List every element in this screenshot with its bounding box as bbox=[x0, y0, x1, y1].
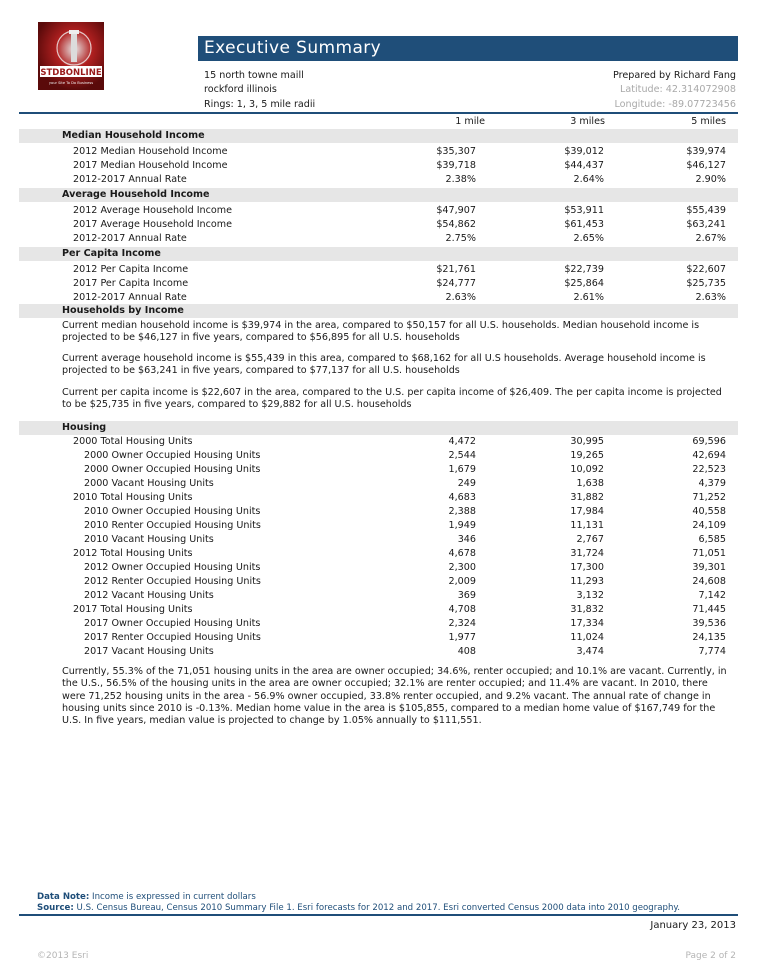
stdb-online-logo bbox=[38, 22, 104, 90]
housing-row bbox=[19, 561, 738, 575]
housing-row bbox=[19, 533, 738, 547]
row-label: 2017 Owner Occupied Housing Units bbox=[84, 618, 261, 629]
row-value-1: $24,777 bbox=[436, 278, 476, 289]
row-value-3: 2.90% bbox=[695, 174, 726, 185]
column-header-1-mile: 1 mile bbox=[455, 116, 485, 127]
row-value-3: $63,241 bbox=[686, 219, 726, 230]
median-income-paragraph: Current median household income is $39,974 in the area, compared to $50,157 for all U.S. households. Median household income is projected to be $46,127 in five years, compared to $56,895 for all U.S. households bbox=[62, 320, 700, 344]
row-value-3: 69,596 bbox=[692, 436, 726, 447]
income-row bbox=[19, 263, 738, 277]
row-value-2: 17,984 bbox=[570, 506, 604, 517]
preparer-info bbox=[613, 69, 736, 112]
row-value-2: 31,832 bbox=[570, 604, 604, 615]
row-value-2: 2,767 bbox=[576, 534, 604, 545]
row-label: 2000 Vacant Housing Units bbox=[84, 478, 214, 489]
row-value-1: 4,708 bbox=[448, 604, 476, 615]
row-label: 2017 Vacant Housing Units bbox=[84, 646, 214, 657]
row-value-3: $25,735 bbox=[686, 278, 726, 289]
housing-row bbox=[19, 491, 738, 505]
row-value-3: 39,536 bbox=[692, 618, 726, 629]
section-header: Average Household Income bbox=[19, 188, 738, 202]
row-value-3: 7,142 bbox=[698, 590, 726, 601]
row-value-1: 1,977 bbox=[448, 632, 476, 643]
housing-row bbox=[19, 589, 738, 603]
housing-row bbox=[19, 547, 738, 561]
longitude: Longitude: -89.07723456 bbox=[614, 98, 736, 110]
row-value-1: $47,907 bbox=[436, 205, 476, 216]
income-row bbox=[19, 204, 738, 218]
row-value-2: $25,864 bbox=[564, 278, 604, 289]
row-label: 2012 Total Housing Units bbox=[73, 548, 193, 559]
row-label: 2012-2017 Annual Rate bbox=[73, 292, 187, 303]
row-label: 2017 Total Housing Units bbox=[73, 604, 193, 615]
row-value-3: 71,445 bbox=[692, 604, 726, 615]
row-value-3: $46,127 bbox=[686, 160, 726, 171]
data-note bbox=[37, 892, 256, 903]
row-value-2: 3,132 bbox=[576, 590, 604, 601]
row-value-3: 6,585 bbox=[698, 534, 726, 545]
row-value-1: 2.63% bbox=[445, 292, 476, 303]
row-value-1: $39,718 bbox=[436, 160, 476, 171]
row-value-1: 2,300 bbox=[448, 562, 476, 573]
site-info bbox=[204, 69, 315, 112]
row-value-2: 2.61% bbox=[573, 292, 604, 303]
row-label: 2000 Total Housing Units bbox=[73, 436, 193, 447]
row-label: 2012 Median Household Income bbox=[73, 146, 228, 157]
row-label: 2010 Owner Occupied Housing Units bbox=[84, 506, 261, 517]
row-value-2: $53,911 bbox=[564, 205, 604, 216]
row-label: 2000 Owner Occupied Housing Units bbox=[84, 450, 261, 461]
row-value-1: 346 bbox=[457, 534, 476, 545]
row-label: 2010 Renter Occupied Housing Units bbox=[84, 520, 261, 531]
section-header: Per Capita Income bbox=[19, 247, 738, 261]
housing-row bbox=[19, 505, 738, 519]
income-row bbox=[19, 145, 738, 159]
column-header-5-miles: 5 miles bbox=[691, 116, 726, 127]
row-label: 2017 Average Household Income bbox=[73, 219, 233, 230]
row-value-2: 31,882 bbox=[570, 492, 604, 503]
row-value-2: 1,638 bbox=[576, 478, 604, 489]
row-value-2: 2.65% bbox=[573, 233, 604, 244]
section-households-by-income: Households by Income bbox=[19, 304, 738, 318]
housing-row bbox=[19, 575, 738, 589]
housing-paragraph: Currently, 55.3% of the 71,051 housing units in the area are owner occupied; 34.6%, renter occupied; and 10.1% are vacant. Currently, in the U.S., 56.5% of the housing units in the area are owner occupied; 32.1% are renter occupied; and 11.4% are vacant. In 2010, there were 71,252 housing units in the area - 56.9% owner occupied, 33.8% renter occupied, and 9.2% vacant. The annual rate of change in housing units since 2010 is -0.13%. Median home value in the area is $105,855, compared to a median home value of $167,749 for the U.S. In five years, median value is projected to change by 1.05% annually to $111,551. bbox=[62, 666, 727, 727]
header-rule bbox=[19, 112, 738, 114]
row-value-1: 2.38% bbox=[445, 174, 476, 185]
income-row bbox=[19, 232, 738, 246]
housing-row bbox=[19, 435, 738, 449]
row-value-3: 2.63% bbox=[695, 292, 726, 303]
row-value-1: 249 bbox=[457, 478, 476, 489]
row-value-2: $22,739 bbox=[564, 264, 604, 275]
row-value-1: 408 bbox=[457, 646, 476, 657]
average-income-paragraph: Current average household income is $55,439 in this area, compared to $68,162 for all U.S households. Average household income is projected to be $63,241 in five years, compared to $77,137 for all U.S. households bbox=[62, 353, 706, 377]
row-value-3: 2.67% bbox=[695, 233, 726, 244]
row-label: 2012-2017 Annual Rate bbox=[73, 174, 187, 185]
row-value-1: 4,678 bbox=[448, 548, 476, 559]
row-value-1: 2,388 bbox=[448, 506, 476, 517]
site-rings: Rings: 1, 3, 5 mile radii bbox=[204, 98, 316, 110]
row-value-1: 369 bbox=[457, 590, 476, 601]
row-value-2: 11,131 bbox=[570, 520, 604, 531]
site-city: rockford illinois bbox=[204, 84, 277, 96]
row-value-3: 22,523 bbox=[692, 464, 726, 475]
row-value-3: 24,109 bbox=[692, 520, 726, 531]
row-value-3: 24,135 bbox=[692, 632, 726, 643]
row-label: 2012 Renter Occupied Housing Units bbox=[84, 576, 261, 587]
row-label: 2012 Vacant Housing Units bbox=[84, 590, 214, 601]
income-row bbox=[19, 291, 738, 305]
row-label: 2012-2017 Annual Rate bbox=[73, 233, 187, 244]
row-value-3: 71,051 bbox=[692, 548, 726, 559]
row-label: 2010 Total Housing Units bbox=[73, 492, 193, 503]
housing-row bbox=[19, 603, 738, 617]
row-label: 2017 Median Household Income bbox=[73, 160, 228, 171]
row-value-2: 31,724 bbox=[570, 548, 604, 559]
source-note bbox=[37, 903, 680, 914]
row-value-2: 2.64% bbox=[573, 174, 604, 185]
svg-text:your Site To Do Business: your Site To Do Business bbox=[48, 81, 94, 85]
row-value-2: $61,453 bbox=[564, 219, 604, 230]
row-label: 2012 Per Capita Income bbox=[73, 264, 189, 275]
row-value-2: 11,293 bbox=[570, 576, 604, 587]
row-value-3: 24,608 bbox=[692, 576, 726, 587]
row-value-2: 11,024 bbox=[570, 632, 604, 643]
row-value-1: $54,862 bbox=[436, 219, 476, 230]
housing-row bbox=[19, 449, 738, 463]
row-value-2: 10,092 bbox=[570, 464, 604, 475]
per-capita-income-paragraph: Current per capita income is $22,607 in the area, compared to the U.S. per capita income of $26,409. The per capita income is projected to be $25,735 in five years, compared to $29,882 for all U.S. households bbox=[62, 387, 722, 411]
housing-row bbox=[19, 645, 738, 659]
row-value-2: 17,300 bbox=[570, 562, 604, 573]
income-row bbox=[19, 277, 738, 291]
row-value-1: 2,009 bbox=[448, 576, 476, 587]
housing-row bbox=[19, 463, 738, 477]
source-label: Source: bbox=[37, 903, 74, 913]
prepared-by: Prepared by Richard Fang bbox=[613, 70, 736, 81]
row-value-2: 3,474 bbox=[576, 646, 604, 657]
row-value-1: 1,679 bbox=[448, 464, 476, 475]
row-value-1: $35,307 bbox=[436, 146, 476, 157]
income-row bbox=[19, 218, 738, 232]
svg-text:STDBONLINE: STDBONLINE bbox=[40, 68, 102, 78]
row-value-2: $44,437 bbox=[564, 160, 604, 171]
row-value-2: 17,334 bbox=[570, 618, 604, 629]
footer-rule bbox=[19, 914, 738, 916]
source-text: U.S. Census Bureau, Census 2010 Summary File 1. Esri forecasts for 2012 and 2017. Esri converted Census 2000 data into 2010 geography. bbox=[76, 903, 681, 913]
row-label: 2017 Renter Occupied Housing Units bbox=[84, 632, 261, 643]
row-value-3: 7,774 bbox=[698, 646, 726, 657]
income-row bbox=[19, 159, 738, 173]
section-header: Median Household Income bbox=[19, 129, 738, 143]
row-label: 2010 Vacant Housing Units bbox=[84, 534, 214, 545]
row-value-3: 39,301 bbox=[692, 562, 726, 573]
row-value-1: $21,761 bbox=[436, 264, 476, 275]
row-value-1: 2,324 bbox=[448, 618, 476, 629]
report-date: January 23, 2013 bbox=[650, 920, 736, 931]
row-value-3: 71,252 bbox=[692, 492, 726, 503]
row-label: 2000 Owner Occupied Housing Units bbox=[84, 464, 261, 475]
row-value-3: 4,379 bbox=[698, 478, 726, 489]
income-row bbox=[19, 173, 738, 187]
row-value-1: 2,544 bbox=[448, 450, 476, 461]
latitude: Latitude: 42.314072908 bbox=[620, 84, 736, 96]
row-label: 2012 Average Household Income bbox=[73, 205, 233, 216]
row-value-2: $39,012 bbox=[564, 146, 604, 157]
row-value-1: 1,949 bbox=[448, 520, 476, 531]
housing-row bbox=[19, 477, 738, 491]
data-note-label: Data Note: bbox=[37, 892, 90, 902]
row-value-3: 40,558 bbox=[692, 506, 726, 517]
row-value-1: 2.75% bbox=[445, 233, 476, 244]
row-value-2: 30,995 bbox=[570, 436, 604, 447]
data-note-text: Income is expressed in current dollars bbox=[92, 892, 256, 902]
copyright: ©2013 Esri bbox=[37, 951, 89, 961]
column-header-3-miles: 3 miles bbox=[570, 116, 605, 127]
housing-row bbox=[19, 631, 738, 645]
page-number: Page 2 of 2 bbox=[685, 951, 736, 961]
row-value-3: $39,974 bbox=[686, 146, 726, 157]
row-value-1: 4,683 bbox=[448, 492, 476, 503]
row-value-3: 42,694 bbox=[692, 450, 726, 461]
housing-row bbox=[19, 519, 738, 533]
housing-row bbox=[19, 617, 738, 631]
site-address: 15 north towne maill bbox=[204, 70, 304, 81]
row-value-2: 19,265 bbox=[570, 450, 604, 461]
row-value-1: 4,472 bbox=[448, 436, 476, 447]
row-value-3: $55,439 bbox=[686, 205, 726, 216]
row-label: 2017 Per Capita Income bbox=[73, 278, 189, 289]
row-value-3: $22,607 bbox=[686, 264, 726, 275]
row-label: 2012 Owner Occupied Housing Units bbox=[84, 562, 261, 573]
report-title: Executive Summary bbox=[198, 36, 738, 61]
section-housing: Housing bbox=[19, 421, 738, 435]
